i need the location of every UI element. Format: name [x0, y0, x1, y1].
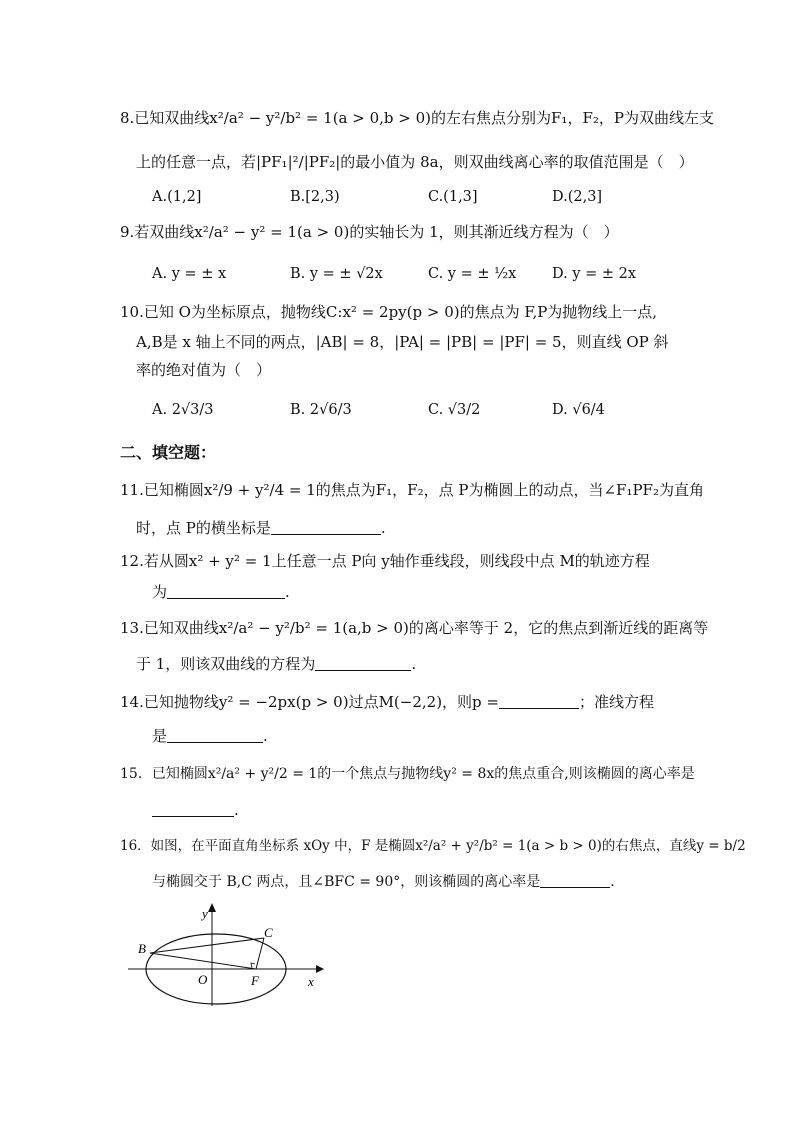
q13-text: 于 1，则该双曲线的方程为 — [136, 655, 316, 673]
q15-answer-blank[interactable] — [152, 802, 234, 817]
q12-text: 为 — [152, 583, 168, 601]
q12-answer-blank[interactable] — [167, 584, 285, 599]
q13-end: . — [411, 655, 417, 673]
label-f: F — [251, 973, 259, 988]
segment-cf — [256, 938, 264, 969]
q16-end: . — [610, 874, 615, 890]
label-c: C — [264, 925, 273, 940]
q13-line1: 13.已知双曲线x²/a² − y²/b² = 1(a,b > 0)的离心率等于 2，它的焦点到渐近线的距离等 — [120, 619, 709, 637]
q16-text: 与椭圆交于 B,C 两点，且∠BFC = 90°，则该椭圆的离心率是 — [152, 874, 541, 890]
q12-line2 — [152, 582, 712, 602]
q14-p-blank[interactable] — [499, 694, 579, 709]
q13-line2 — [136, 654, 696, 674]
q15-line2 — [152, 800, 712, 820]
q11-line1: 11.已知椭圆x²/9 + y²/4 = 1的焦点为F₁，F₂，点 P为椭圆上的动点，当∠F₁PF₂为直角 — [120, 481, 704, 499]
q14-directrix-blank[interactable] — [167, 728, 263, 743]
q15-end: . — [234, 801, 239, 819]
q16-answer-blank[interactable] — [540, 873, 610, 888]
q11-end: . — [380, 519, 386, 537]
q13-answer-blank[interactable] — [315, 656, 411, 671]
label-y: y — [202, 906, 208, 921]
q9-option-b: B. y = ± √2x — [290, 266, 383, 282]
q10-option-c: C. √3/2 — [428, 402, 481, 418]
segment-bf — [150, 953, 256, 969]
q14-text-b: ；准线方程 — [579, 693, 655, 711]
q11-text: 时，点 P的横坐标是 — [136, 519, 271, 537]
q14-end: . — [263, 727, 268, 745]
q8-line1: 8.已知双曲线x²/a² − y²/b² = 1(a > 0,b > 0)的左右焦点分别为F₁，F₂，P为双曲线左支 — [120, 109, 714, 127]
x-axis-arrow — [316, 965, 324, 973]
q8-option-d: D.(2,3] — [552, 189, 603, 205]
q10-line3: 率的绝对值为（ ） — [136, 361, 272, 379]
q9-option-c: C. y = ± ½x — [428, 266, 517, 282]
q14-line2-text: 是 — [152, 727, 168, 745]
section-heading: 二、填空题： — [120, 443, 217, 462]
label-o: O — [198, 972, 208, 987]
chord-bc — [150, 938, 264, 953]
q8-option-a: A.(1,2] — [152, 189, 202, 205]
q15-line1: 15．已知椭圆x²/a² + y²/2 = 1的一个焦点与抛物线y² = 8x的焦点重合,则该椭圆的离心率是 — [120, 766, 695, 782]
q11-answer-blank[interactable] — [271, 520, 381, 535]
q8-option-b: B.[2,3) — [290, 189, 340, 205]
q14-line1 — [120, 692, 680, 712]
ellipse-figure — [124, 898, 324, 1008]
q10-line2: A,B是 x 轴上不同的两点，|AB| = 8，|PA| = |PB| = |PF| = 5，则直线 OP 斜 — [136, 333, 669, 351]
right-angle-mark — [251, 963, 255, 968]
q10-option-a: A. 2√3/3 — [152, 402, 214, 418]
q11-line2 — [136, 518, 696, 538]
q9-option-a: A. y = ± x — [152, 266, 227, 282]
q10-line1: 10.已知 O为坐标原点，抛物线C:x² = 2py(p > 0)的焦点为 F,P为抛物线上一点, — [120, 303, 658, 321]
q8-option-c: C.(1,3] — [428, 189, 478, 205]
q9-line1: 9.若双曲线x²/a² − y² = 1(a > 0)的实轴长为 1，则其渐近线方程为（ ） — [120, 223, 619, 241]
q16-line1: 16．如图，在平面直角坐标系 xOy 中，F 是椭圆x²/a² + y²/b² = 1(a > b > 0)的右焦点，直线y = b/2 — [120, 838, 746, 854]
q14-line2 — [152, 726, 712, 746]
q8-line2: 上的任意一点，若|PF₁|²/|PF₂|的最小值为 8a，则双曲线离心率的取值范围是（ ） — [136, 153, 694, 171]
y-axis-arrow — [208, 903, 216, 912]
q9-option-d: D. y = ± 2x — [552, 266, 637, 282]
label-x: x — [308, 974, 314, 989]
q16-line2 — [152, 872, 712, 892]
q10-option-d: D. √6/4 — [552, 402, 605, 418]
label-b: B — [138, 941, 146, 956]
q14-text: 14.已知抛物线y² = −2px(p > 0)过点M(−2,2)，则p = — [120, 693, 499, 711]
q10-option-b: B. 2√6/3 — [290, 402, 352, 418]
q12-end: . — [285, 583, 290, 601]
q12-line1: 12.若从圆x² + y² = 1上任意一点 P向 y轴作垂线段，则线段中点 M的轨迹方程 — [120, 552, 650, 570]
